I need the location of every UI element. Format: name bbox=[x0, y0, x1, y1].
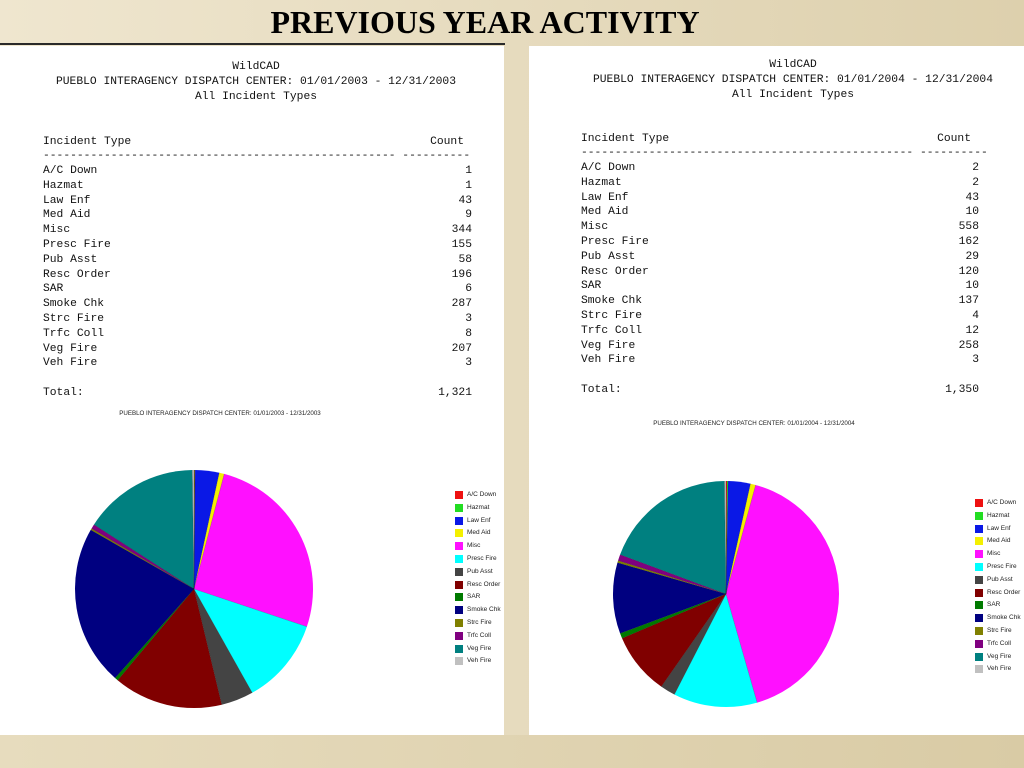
report-divider: ---------------------------------------------------- ---------- bbox=[43, 150, 471, 162]
pie-chart-2004 bbox=[529, 46, 1024, 735]
row-incident-type: Trfc Coll bbox=[43, 327, 105, 340]
row-incident-type: Resc Order bbox=[43, 268, 111, 281]
row-count: 43 bbox=[458, 194, 472, 207]
row-count: 155 bbox=[451, 239, 472, 251]
row-count: 344 bbox=[451, 224, 472, 237]
legend-swatch bbox=[455, 645, 463, 653]
legend-swatch bbox=[455, 529, 463, 537]
legend-swatch bbox=[455, 593, 463, 601]
row-count: 287 bbox=[451, 298, 472, 311]
total-label: Total: bbox=[581, 384, 622, 396]
row-count: 4 bbox=[972, 310, 979, 322]
legend-swatch bbox=[455, 606, 463, 614]
row-incident-type: Pub Asst bbox=[581, 250, 636, 263]
legend-swatch bbox=[455, 555, 463, 563]
row-incident-type: Strc Fire bbox=[581, 310, 643, 322]
legend-label: Presc Fire bbox=[987, 563, 1017, 570]
legend-label: Smoke Chk bbox=[987, 614, 1021, 622]
row-incident-type: Resc Order bbox=[581, 265, 649, 278]
legend-label: Law Enf bbox=[467, 516, 491, 524]
slide-title: PREVIOUS YEAR ACTIVITY bbox=[270, 4, 700, 40]
row-count: 10 bbox=[965, 206, 979, 219]
legend-label: Veg Fire bbox=[467, 644, 492, 652]
legend-label: Smoke Chk bbox=[467, 606, 501, 614]
row-incident-type: SAR bbox=[581, 280, 602, 293]
col-count: Count bbox=[937, 133, 971, 145]
legend-swatch bbox=[975, 640, 983, 648]
col-incident-type: Incident Type bbox=[43, 136, 132, 148]
legend-label: Pub Asst bbox=[987, 575, 1013, 583]
row-count: 8 bbox=[465, 327, 472, 340]
legend-label: Misc bbox=[467, 542, 481, 550]
legend-label: Hazmat bbox=[987, 511, 1010, 519]
row-incident-type: Presc Fire bbox=[43, 239, 111, 251]
report-types: All Incident Types bbox=[731, 89, 855, 101]
legend-label: A/C Down bbox=[987, 499, 1017, 506]
col-count: Count bbox=[430, 136, 464, 148]
legend-label: Hazmat bbox=[467, 503, 490, 511]
legend-label: SAR bbox=[467, 593, 481, 601]
row-incident-type: Pub Asst bbox=[43, 253, 98, 266]
row-count: 3 bbox=[465, 357, 472, 370]
row-count: 120 bbox=[958, 265, 979, 278]
legend-swatch bbox=[975, 563, 983, 571]
legend-label: Trfc Coll bbox=[467, 631, 491, 639]
legend-swatch bbox=[975, 550, 983, 558]
report-divider: ------------------------------------------------- ---------- bbox=[581, 147, 988, 159]
legend-swatch bbox=[975, 525, 983, 533]
legend-label: Veh Fire bbox=[467, 657, 492, 665]
row-count: 3 bbox=[972, 354, 979, 367]
row-incident-type: Med Aid bbox=[43, 209, 91, 222]
legend-swatch bbox=[455, 542, 463, 550]
row-incident-type: A/C Down bbox=[43, 165, 98, 177]
row-count: 58 bbox=[458, 253, 472, 266]
legend-swatch bbox=[975, 653, 983, 661]
row-incident-type: Trfc Coll bbox=[581, 324, 643, 337]
legend-label: Veg Fire bbox=[987, 652, 1012, 660]
legend-swatch bbox=[455, 581, 463, 589]
legend-swatch bbox=[975, 665, 983, 673]
row-incident-type: Misc bbox=[43, 224, 71, 237]
row-count: 9 bbox=[465, 209, 472, 222]
pie-chart-2003 bbox=[0, 46, 504, 735]
report-app-name: WildCAD bbox=[232, 61, 280, 73]
legend-label: Strc Fire bbox=[467, 619, 492, 626]
title-rule bbox=[0, 43, 505, 45]
legend-swatch bbox=[455, 568, 463, 576]
row-count: 6 bbox=[465, 283, 472, 296]
row-incident-type: Veg Fire bbox=[43, 342, 98, 355]
row-count: 162 bbox=[958, 236, 979, 248]
legend-label: SAR bbox=[987, 601, 1001, 609]
row-incident-type: Law Enf bbox=[581, 191, 629, 204]
legend-swatch bbox=[455, 491, 463, 499]
legend-swatch bbox=[975, 499, 983, 507]
row-incident-type: Law Enf bbox=[43, 194, 91, 207]
row-incident-type: A/C Down bbox=[581, 162, 636, 174]
row-count: 196 bbox=[451, 268, 472, 281]
total-value: 1,321 bbox=[438, 387, 472, 399]
legend-swatch bbox=[455, 632, 463, 640]
legend-label: Misc bbox=[987, 550, 1001, 558]
report-center: PUEBLO INTERAGENCY DISPATCH CENTER: 01/01/2003 - 12/31/2003 bbox=[56, 76, 456, 88]
chart-title-2003: PUEBLO INTERAGENCY DISPATCH CENTER: 01/01/2003 - 12/31/2003 bbox=[119, 410, 321, 417]
total-label: Total: bbox=[43, 387, 84, 399]
report-types: All Incident Types bbox=[194, 91, 318, 103]
row-incident-type: Smoke Chk bbox=[43, 298, 105, 311]
legend-swatch bbox=[975, 576, 983, 584]
row-count: 10 bbox=[965, 280, 979, 293]
row-incident-type: Veh Fire bbox=[43, 357, 98, 370]
row-count: 43 bbox=[965, 191, 979, 204]
row-count: 2 bbox=[972, 162, 979, 174]
legend-swatch bbox=[975, 512, 983, 520]
row-count: 1 bbox=[465, 165, 472, 177]
row-count: 207 bbox=[451, 342, 472, 355]
row-count: 29 bbox=[965, 250, 979, 263]
row-incident-type: SAR bbox=[43, 283, 64, 296]
legend-2003 bbox=[455, 490, 504, 665]
legend-label: Trfc Coll bbox=[987, 639, 1011, 647]
col-incident-type: Incident Type bbox=[581, 133, 670, 145]
row-incident-type: Presc Fire bbox=[581, 236, 649, 248]
legend-label: A/C Down bbox=[467, 491, 497, 498]
row-count: 1 bbox=[465, 179, 472, 192]
total-value: 1,350 bbox=[945, 384, 979, 396]
legend-label: Resc Order bbox=[987, 588, 1021, 596]
legend-2004 bbox=[975, 498, 1024, 678]
row-incident-type: Hazmat bbox=[581, 176, 622, 189]
row-incident-type: Misc bbox=[581, 221, 609, 234]
bottom-band bbox=[0, 735, 1024, 768]
legend-swatch bbox=[975, 614, 983, 622]
report-app-name: WildCAD bbox=[769, 59, 817, 71]
row-count: 12 bbox=[965, 324, 979, 337]
chart-title-2004: PUEBLO INTERAGENCY DISPATCH CENTER: 01/01/2004 - 12/31/2004 bbox=[653, 420, 855, 427]
row-incident-type: Veg Fire bbox=[581, 339, 636, 352]
report-center: PUEBLO INTERAGENCY DISPATCH CENTER: 01/01/2004 - 12/31/2004 bbox=[593, 74, 993, 86]
legend-label: Med Aid bbox=[987, 537, 1011, 545]
legend-swatch bbox=[455, 657, 463, 665]
legend-swatch bbox=[975, 601, 983, 609]
legend-label: Resc Order bbox=[467, 580, 501, 588]
row-count: 558 bbox=[958, 221, 979, 234]
row-incident-type: Smoke Chk bbox=[581, 295, 643, 308]
report-panel-2004 bbox=[529, 46, 1024, 735]
row-incident-type: Strc Fire bbox=[43, 313, 105, 325]
legend-label: Med Aid bbox=[467, 529, 491, 537]
legend-swatch bbox=[455, 517, 463, 525]
legend-label: Pub Asst bbox=[467, 567, 493, 575]
row-count: 258 bbox=[958, 339, 979, 352]
legend-swatch bbox=[975, 589, 983, 597]
legend-swatch bbox=[455, 619, 463, 627]
row-count: 137 bbox=[958, 295, 979, 308]
legend-label: Presc Fire bbox=[467, 555, 497, 562]
row-incident-type: Med Aid bbox=[581, 206, 629, 219]
legend-label: Veh Fire bbox=[987, 665, 1012, 673]
legend-swatch bbox=[455, 504, 463, 512]
legend-swatch bbox=[975, 627, 983, 635]
report-panel-2003 bbox=[0, 46, 504, 735]
legend-label: Law Enf bbox=[987, 524, 1011, 532]
legend-swatch bbox=[975, 537, 983, 545]
legend-label: Strc Fire bbox=[987, 627, 1012, 634]
row-incident-type: Hazmat bbox=[43, 179, 84, 192]
row-incident-type: Veh Fire bbox=[581, 354, 636, 367]
row-count: 2 bbox=[972, 176, 979, 189]
row-count: 3 bbox=[465, 313, 472, 325]
